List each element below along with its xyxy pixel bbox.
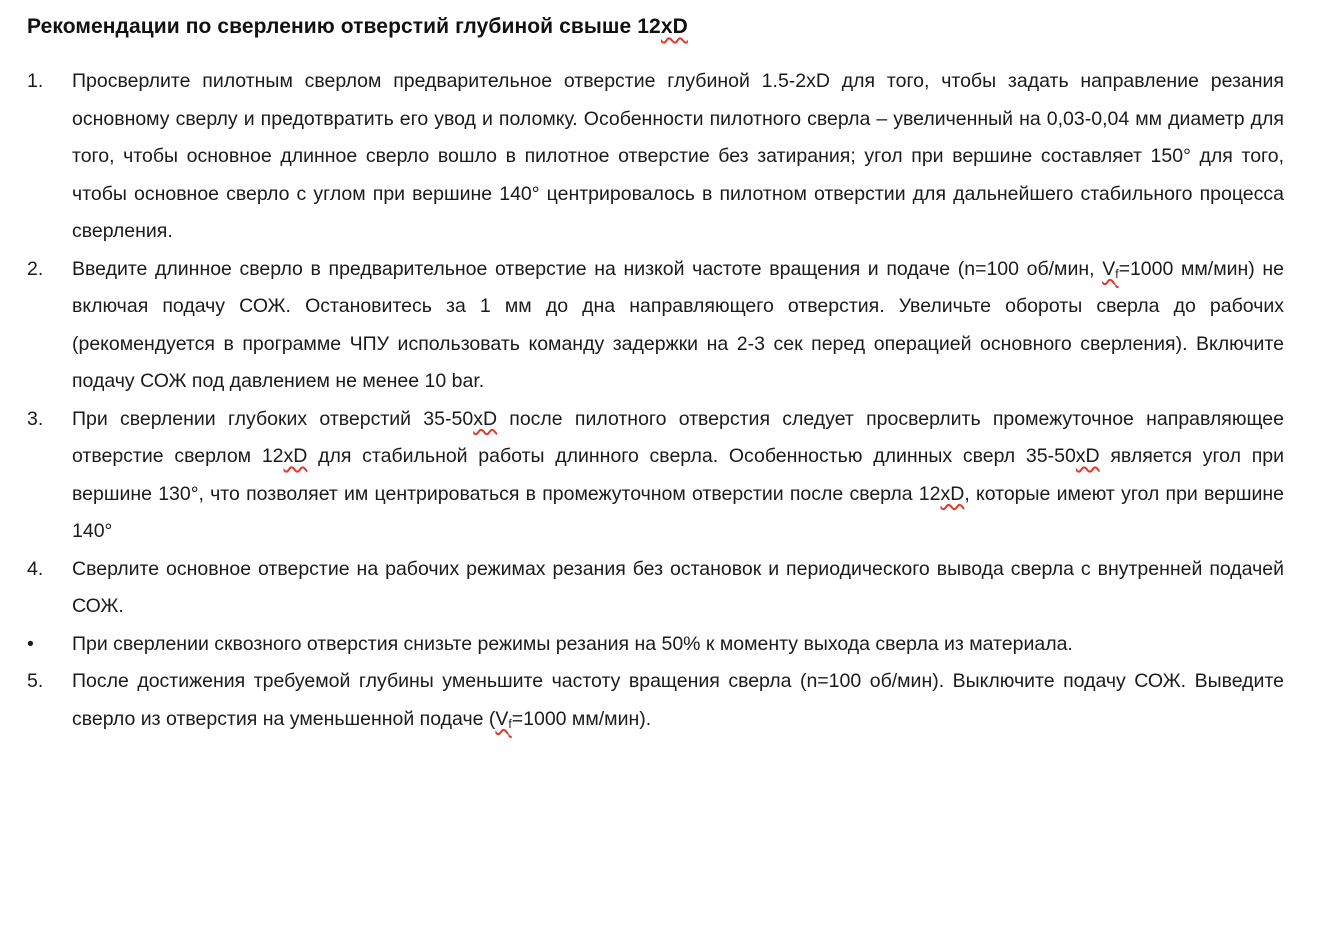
spellcheck-flagged-text: f [1115,266,1119,281]
recommendations-list [27,63,1284,738]
list-item [27,551,1284,626]
list-item-text [72,401,1284,551]
spellcheck-flagged-text: хD [283,445,308,467]
spellcheck-flagged-text: хD [473,407,498,430]
text-segment: При сверлении сквозного отверстия снизьте режимы резания на 50% к моменту выхода сверла из материала. [72,632,1073,655]
text-segment: для стабильной работы длинного сверла. Особенностью длинных сверл 35-50 [307,445,1076,467]
list-marker: 3. [27,407,44,430]
list-item [27,251,1284,401]
text-segment: Просверлите пилотным сверлом предварительное отверстие глубиной 1.5-2хD для того, чтобы задать направление резания основному сверлу и предотвратить его увод и поломку. Особенности пилотного сверла – увеличенный на 0,03-0,04 мм диаметр для того, чтобы основное длинное сверло вошло в пилотное отверстие без затирания; угол при вершине составляет 150° для того, чтобы основное сверло с углом при вершине 140° центрировалось в пилотном отверстии для дальнейшего стабильного процесса сверления. [72,70,1284,242]
list-item [27,401,1284,551]
text-segment: , которые имеют угол при вершине 140° [72,482,1284,542]
spellcheck-flagged-text: xD [660,15,688,38]
spellcheck-flagged-text: хD [940,482,965,505]
list-marker: 1. [27,70,44,92]
text-segment: При сверлении глубоких отверстий 35-50 [72,407,474,430]
page-title [27,12,1284,42]
text-segment: После достижения требуемой глубины уменьшите частоту вращения сверла (n=100 об/мин). Выключите подачу СОЖ. Выведите сверло из отверстия на уменьшенной подаче ( [72,670,1284,730]
text-segment: после пилотного отверстия следует просверлить промежуточное направляющее отверстие сверлом 12 [72,407,1285,467]
text-segment: является угол при вершине 130°, что позволяет им центрироваться в промежуточном отверстии после сверла 12 [72,445,1284,505]
spellcheck-flagged-text: хD [1075,445,1100,467]
text-segment: Введите длинное сверло в предварительное отверстие на низкой частоте вращения и подаче (n=100 об/мин, [72,257,1103,280]
list-marker: • [27,632,34,655]
spellcheck-flagged-text: V [1102,257,1116,280]
list-item-text [72,551,1284,626]
list-item [27,663,1284,738]
list-item [27,626,1284,664]
text-segment: =1000 мм/мин) не включая подачу СОЖ. Остановитесь за 1 мм до дна направляющего отверстия. Увеличьте обороты сверла до рабочих (рекомендуется в программе ЧПУ использовать команду задержки на 2-3 сек перед операцией основного сверления). Включите подачу СОЖ под давлением не менее 10 bar. [72,257,1284,392]
list-marker: 2. [27,257,44,280]
list-marker: 4. [27,557,44,580]
text-segment: =1000 мм/мин). [511,707,652,730]
list-item-text [72,63,1284,251]
spellcheck-flagged-text: V [495,707,509,730]
list-item-text [72,251,1284,401]
list-item-text [72,626,1284,664]
text-segment: Сверлите основное отверстие на рабочих режимах резания без остановок и периодического вывода сверла с внутренней подачей СОЖ. [72,557,1284,617]
list-marker: 5. [27,670,44,692]
list-item [27,63,1284,251]
list-item-text [72,663,1284,738]
spellcheck-flagged-text: f [508,716,512,731]
text-segment: Рекомендации по сверлению отверстий глубиной свыше 12 [27,15,661,38]
